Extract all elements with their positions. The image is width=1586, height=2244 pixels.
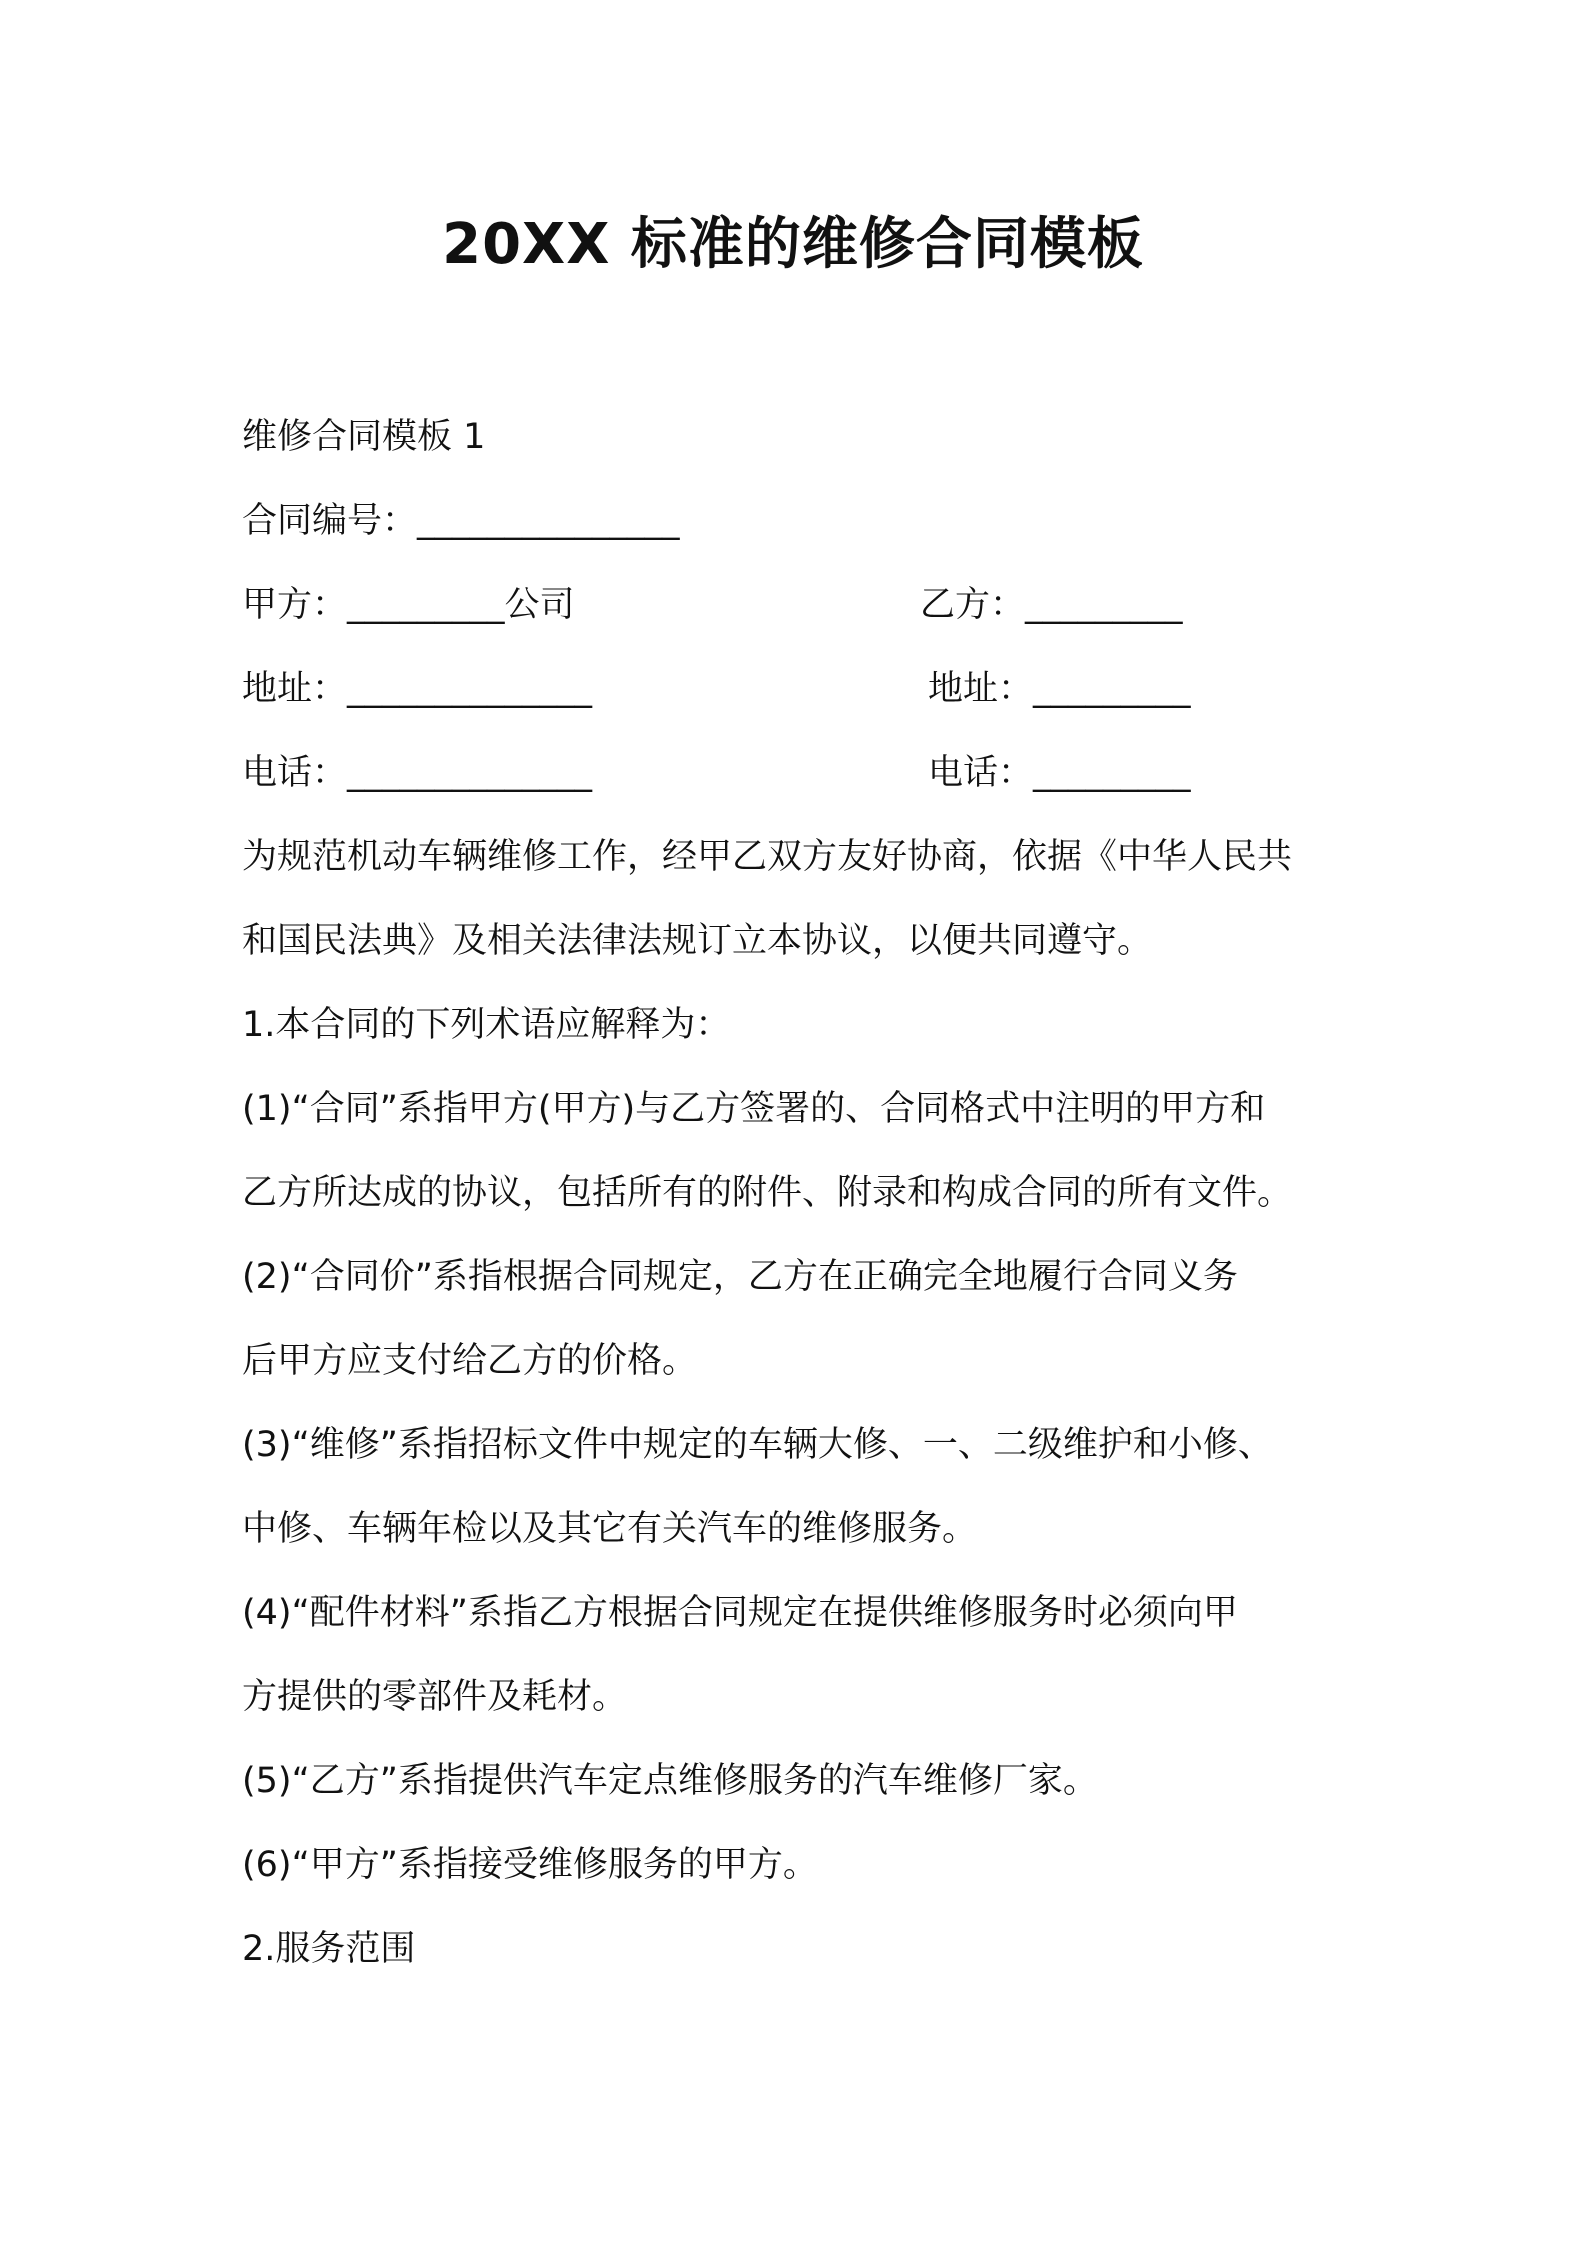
term-3-line-2: 中修、车辆年检以及其它有关汽车的维修服务。	[242, 1509, 978, 1549]
term-4-line-2: 方提供的零部件及耗材。	[242, 1677, 628, 1717]
party-a-phone-field: 电话：______________	[242, 753, 593, 793]
party-b-field: 乙方：_________	[920, 585, 1183, 625]
term-1-line-1: (1)“合同”系指甲方(甲方)与乙方签署的、合同格式中注明的甲方和	[242, 1089, 1266, 1129]
term-5: (5)“乙方”系指提供汽车定点维修服务的汽车维修厂家。	[242, 1761, 1098, 1801]
term-6: (6)“甲方”系指接受维修服务的甲方。	[242, 1845, 818, 1885]
term-2-line-1: (2)“合同价”系指根据合同规定，乙方在正确完全地履行合同义务	[242, 1257, 1238, 1297]
document-title: 20XX 标准的维修合同模板	[442, 212, 1144, 277]
party-a-field: 甲方：_________公司	[242, 585, 575, 625]
contract-number-field: 合同编号：_______________	[242, 501, 680, 541]
section-2-heading: 2.服务范围	[242, 1929, 416, 1969]
party-b-address-field: 地址：_________	[928, 669, 1191, 709]
term-1-line-2: 乙方所达成的协议，包括所有的附件、附录和构成合同的所有文件。	[242, 1173, 1293, 1213]
term-2-line-2: 后甲方应支付给乙方的价格。	[242, 1341, 698, 1381]
term-4-line-1: (4)“配件材料”系指乙方根据合同规定在提供维修服务时必须向甲	[242, 1593, 1238, 1633]
section-1-heading: 1.本合同的下列术语应解释为：	[242, 1005, 731, 1045]
term-3-line-1: (3)“维修”系指招标文件中规定的车辆大修、一、二级维护和小修、	[242, 1425, 1273, 1465]
party-a-address-field: 地址：______________	[242, 669, 593, 709]
party-b-phone-field: 电话：_________	[928, 753, 1191, 793]
intro-paragraph-line-1: 为规范机动车辆维修工作，经甲乙双方友好协商，依据《中华人民共	[242, 837, 1293, 877]
intro-paragraph-line-2: 和国民法典》及相关法律法规订立本协议，以便共同遵守。	[242, 921, 1153, 961]
template-subtitle: 维修合同模板 1	[242, 417, 486, 457]
